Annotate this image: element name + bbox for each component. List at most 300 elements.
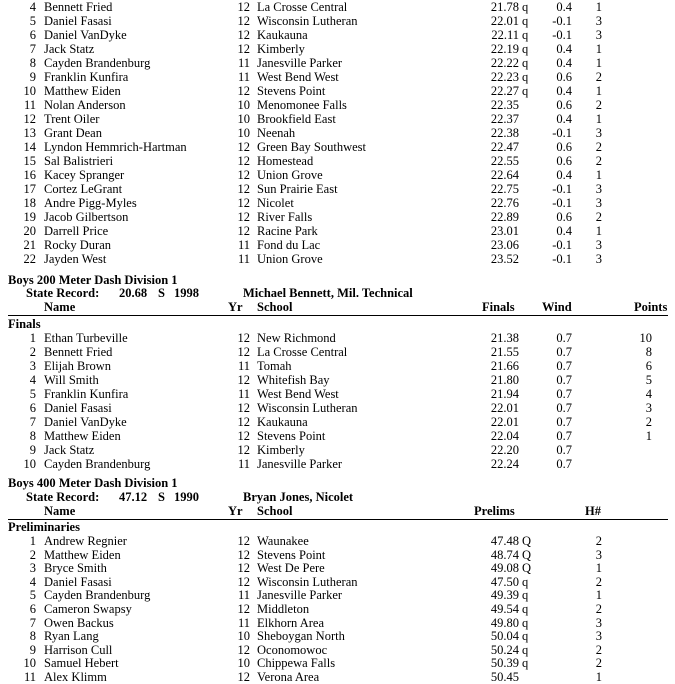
event-title: Boys 200 Meter Dash Division 1 [8, 273, 178, 287]
heat-cell: 2 [595, 642, 602, 657]
wind-cell: 0.4 [556, 168, 572, 182]
wind-cell: 0.7 [556, 443, 572, 457]
athlete-name: Kacey Spranger [44, 168, 125, 182]
athlete-name: Lyndon Hemmrich-Hartman [44, 140, 187, 154]
athlete-name: Elijah Brown [44, 359, 112, 373]
school-name: Waunakee [257, 534, 309, 548]
school-name: River Falls [257, 210, 313, 224]
heat-cell: 2 [595, 140, 602, 154]
mark-cell: 22.89 [490, 210, 519, 224]
record-label: State Record: [26, 490, 100, 504]
round-label-400 [0, 520, 675, 534]
athlete-name: Cayden Brandenburg [44, 588, 151, 603]
mark-cell: 22.64 [490, 168, 519, 182]
table-row [0, 534, 675, 548]
year-cell: 12 [237, 210, 250, 224]
athlete-name: Harrison Cull [44, 642, 113, 657]
year-cell: 12 [237, 168, 250, 182]
school-name: Homestead [257, 154, 314, 168]
mark-cell: 50.04 [490, 629, 519, 644]
heat-cell: 2 [595, 210, 602, 224]
school-name: Stevens Point [257, 84, 326, 98]
heat-cell: 3 [595, 196, 602, 210]
year-cell: 12 [237, 345, 250, 359]
place-cell: 6 [29, 401, 36, 415]
wind-cell: 0.7 [556, 429, 572, 443]
header-prelims: Prelims [474, 504, 515, 518]
mark-cell: 49.54 [490, 602, 519, 616]
heat-cell: 2 [595, 70, 602, 84]
qualifier-flag: q [522, 574, 529, 589]
place-cell: 9 [29, 70, 36, 84]
school-name: Middleton [257, 602, 310, 616]
school-name: Union Grove [257, 252, 323, 266]
heat-cell: 3 [595, 252, 602, 266]
place-cell: 7 [29, 415, 36, 429]
place-cell: 6 [29, 602, 36, 616]
year-cell: 12 [237, 373, 250, 387]
year-cell: 12 [237, 642, 250, 657]
mark-cell: 22.75 [490, 182, 519, 196]
year-cell: 12 [237, 154, 250, 168]
mark-cell: 49.08 [490, 561, 519, 576]
table-row [0, 196, 675, 210]
athlete-name: Daniel VanDyke [44, 28, 127, 42]
points-cell: 3 [645, 401, 652, 415]
record-year: 1998 [174, 286, 199, 300]
table-row [0, 252, 675, 266]
wind-cell: 0.4 [556, 224, 572, 238]
place-cell: 11 [23, 98, 36, 112]
athlete-name: Franklin Kunfira [44, 70, 129, 84]
school-name: Janesville Parker [257, 588, 343, 603]
mark-cell: 22.23 [490, 70, 519, 84]
school-name: Sun Prairie East [257, 182, 338, 196]
year-cell: 12 [237, 547, 250, 562]
school-name: Union Grove [257, 168, 323, 182]
athlete-name: Samuel Hebert [44, 656, 119, 671]
school-name: Verona Area [257, 670, 320, 684]
wind-cell: 0.6 [556, 98, 572, 112]
wind-cell: 0.7 [556, 359, 572, 373]
record-mark: 20.68 [119, 286, 148, 300]
place-cell: 4 [29, 574, 36, 589]
qualifier-flag: Q [522, 534, 532, 548]
athlete-name: Cameron Swapsy [44, 602, 132, 616]
year-cell: 12 [237, 602, 250, 616]
athlete-name: Matthew Eiden [44, 84, 121, 98]
year-cell: 12 [237, 401, 250, 415]
table-row [0, 126, 675, 140]
year-cell: 12 [237, 28, 250, 42]
place-cell: 22 [23, 252, 36, 266]
qualifier-flag: q [522, 0, 529, 14]
table-row [0, 42, 675, 56]
year-cell: 11 [237, 387, 250, 401]
athlete-name: Andre Pigg-Myles [44, 196, 137, 210]
school-name: Brookfield East [257, 112, 336, 126]
wind-cell: 0.7 [556, 457, 572, 471]
athlete-name: Alex Klimm [44, 670, 107, 684]
year-cell: 12 [237, 574, 250, 589]
state-record-400 [0, 490, 675, 504]
school-name: Wisconsin Lutheran [257, 14, 358, 28]
record-holder: Michael Bennett, Mil. Technical [243, 286, 413, 300]
table-row [0, 28, 675, 42]
mark-cell: 22.22 [490, 56, 519, 70]
wind-cell: -0.1 [552, 14, 572, 28]
school-name: Green Bay Southwest [257, 140, 367, 154]
wind-cell: 0.7 [556, 345, 572, 359]
qualifier-flag: q [522, 602, 529, 616]
year-cell: 10 [237, 629, 250, 644]
table-row [0, 210, 675, 224]
school-name: Oconomowoc [257, 642, 328, 657]
mark-cell: 50.45 [490, 670, 519, 684]
place-cell: 1 [29, 331, 36, 345]
place-cell: 17 [23, 182, 36, 196]
year-cell: 11 [237, 588, 250, 603]
year-cell: 11 [237, 457, 250, 471]
place-cell: 13 [23, 126, 36, 140]
school-name: Tomah [257, 359, 292, 373]
place-cell: 12 [23, 112, 36, 126]
table-row [0, 602, 675, 616]
column-headers-200 [0, 300, 675, 314]
year-cell: 11 [237, 252, 250, 266]
athlete-name: Jayden West [44, 252, 107, 266]
qualifier-flag: q [522, 42, 529, 56]
place-cell: 10 [23, 457, 36, 471]
mark-cell: 21.66 [490, 359, 519, 373]
place-cell: 8 [29, 56, 36, 70]
place-cell: 7 [29, 42, 36, 56]
mark-cell: 22.76 [490, 196, 519, 210]
qualifier-flag: q [522, 84, 529, 98]
school-name: Elkhorn Area [257, 615, 324, 630]
year-cell: 11 [237, 238, 250, 252]
athlete-name: Ethan Turbeville [44, 331, 128, 345]
year-cell: 12 [237, 0, 250, 14]
mark-cell: 22.04 [490, 429, 519, 443]
wind-cell: 0.7 [556, 331, 572, 345]
table-row [0, 98, 675, 112]
wind-cell: 0.4 [556, 42, 572, 56]
place-cell: 7 [29, 615, 36, 630]
mark-cell: 23.52 [490, 252, 519, 266]
mark-cell: 21.55 [490, 345, 519, 359]
table-row [0, 112, 675, 126]
table-row [0, 345, 675, 359]
place-cell: 9 [29, 642, 36, 657]
school-name: Neenah [257, 126, 296, 140]
points-cell: 4 [645, 387, 652, 401]
table-row [0, 588, 675, 602]
year-cell: 12 [237, 415, 250, 429]
heat-cell: 2 [595, 154, 602, 168]
mark-cell: 22.37 [490, 112, 519, 126]
mark-cell: 21.78 [490, 0, 519, 14]
state-record-200 [0, 286, 675, 300]
header-yr: Yr [228, 504, 243, 518]
heat-cell: 3 [595, 182, 602, 196]
place-cell: 5 [29, 387, 36, 401]
table-row [0, 84, 675, 98]
athlete-name: Cayden Brandenburg [44, 457, 151, 471]
wind-cell: 0.4 [556, 112, 572, 126]
year-cell: 11 [237, 615, 250, 630]
heat-cell: 3 [595, 126, 602, 140]
athlete-name: Grant Dean [44, 126, 102, 140]
school-name: Sheboygan North [257, 629, 345, 644]
place-cell: 16 [23, 168, 36, 182]
school-name: Fond du Lac [257, 238, 321, 252]
year-cell: 12 [237, 140, 250, 154]
heat-cell: 1 [595, 56, 602, 70]
table-row [0, 14, 675, 28]
place-cell: 3 [29, 359, 36, 373]
year-cell: 12 [237, 14, 250, 28]
year-cell: 12 [237, 670, 250, 684]
event-title-400 [0, 476, 675, 490]
record-code: S [158, 490, 165, 504]
place-cell: 5 [29, 14, 36, 28]
place-cell: 4 [29, 0, 36, 14]
table-row [0, 331, 675, 345]
mark-cell: 22.20 [490, 443, 519, 457]
round-label-200 [0, 317, 675, 331]
school-name: Wisconsin Lutheran [257, 574, 358, 589]
column-headers-400 [0, 504, 675, 518]
place-cell: 5 [29, 588, 36, 603]
qualifier-flag: q [522, 588, 529, 603]
qualifier-flag: q [522, 14, 529, 28]
mark-cell: 22.01 [490, 415, 519, 429]
table-row [0, 154, 675, 168]
table-row [0, 359, 675, 373]
year-cell: 11 [237, 70, 250, 84]
place-cell: 21 [23, 238, 36, 252]
place-cell: 1 [29, 534, 36, 548]
wind-cell: 0.7 [556, 401, 572, 415]
qualifier-flag: Q [522, 561, 532, 576]
record-code: S [158, 286, 165, 300]
mark-cell: 22.01 [490, 401, 519, 415]
record-year: 1990 [174, 490, 199, 504]
table-row [0, 457, 675, 471]
table-row [0, 643, 675, 657]
heat-cell: 2 [595, 602, 602, 616]
event-title-200 [0, 273, 675, 287]
school-name: West De Pere [257, 561, 325, 576]
points-cell: 10 [639, 331, 652, 345]
place-cell: 14 [23, 140, 36, 154]
year-cell: 12 [237, 224, 250, 238]
mark-cell: 50.39 [490, 656, 519, 671]
round-label: Preliminaries [8, 520, 80, 534]
wind-cell: -0.1 [552, 252, 572, 266]
school-name: Racine Park [257, 224, 318, 238]
record-label: State Record: [26, 286, 100, 300]
heat-cell: 1 [595, 0, 602, 14]
mark-cell: 47.48 [490, 534, 519, 548]
mark-cell: 22.35 [490, 98, 519, 112]
header-yr: Yr [228, 300, 243, 314]
school-name: Kimberly [257, 42, 305, 56]
place-cell: 4 [29, 373, 36, 387]
table-row [0, 656, 675, 670]
header-school: School [257, 300, 293, 314]
place-cell: 20 [23, 224, 36, 238]
heat-cell: 3 [595, 629, 602, 644]
table-row [0, 0, 675, 14]
athlete-name: Jack Statz [44, 443, 95, 457]
table-row [0, 443, 675, 457]
heat-cell: 3 [595, 547, 602, 562]
mark-cell: 21.94 [490, 387, 519, 401]
table-row [0, 415, 675, 429]
table-row [0, 140, 675, 154]
heat-cell: 1 [595, 84, 602, 98]
year-cell: 12 [237, 443, 250, 457]
year-cell: 12 [237, 84, 250, 98]
school-name: New Richmond [257, 331, 336, 345]
athlete-name: Cortez LeGrant [44, 182, 123, 196]
heat-cell: 2 [595, 534, 602, 548]
athlete-name: Daniel Fasasi [44, 14, 112, 28]
athlete-name: Daniel Fasasi [44, 401, 112, 415]
place-cell: 15 [23, 154, 36, 168]
header-heat: H# [585, 504, 601, 518]
table-row [0, 616, 675, 630]
record-holder: Bryan Jones, Nicolet [243, 490, 354, 504]
round-label: Finals [8, 317, 41, 331]
athlete-name: Trent Oiler [44, 112, 100, 126]
wind-cell: -0.1 [552, 238, 572, 252]
heat-cell: 2 [595, 656, 602, 671]
place-cell: 6 [29, 28, 36, 42]
wind-cell: 0.7 [556, 373, 572, 387]
qualifier-flag: q [522, 28, 529, 42]
school-name: La Crosse Central [257, 345, 348, 359]
wind-cell: 0.7 [556, 387, 572, 401]
school-name: Stevens Point [257, 429, 326, 443]
heat-cell: 2 [595, 574, 602, 589]
table-row [0, 401, 675, 415]
athlete-name: Cayden Brandenburg [44, 56, 151, 70]
header-school: School [257, 504, 293, 518]
place-cell: 11 [23, 670, 36, 684]
mark-cell: 22.27 [490, 84, 519, 98]
mark-cell: 49.80 [490, 615, 519, 630]
year-cell: 12 [237, 331, 250, 345]
place-cell: 19 [23, 210, 36, 224]
place-cell: 18 [23, 196, 36, 210]
athlete-name: Ryan Lang [44, 629, 99, 644]
heat-cell: 3 [595, 14, 602, 28]
points-cell: 5 [645, 373, 652, 387]
event-title: Boys 400 Meter Dash Division 1 [8, 476, 178, 490]
school-name: Menomonee Falls [257, 98, 347, 112]
heat-cell: 1 [595, 670, 602, 684]
school-name: Janesville Parker [257, 56, 343, 70]
mark-cell: 21.38 [490, 331, 519, 345]
athlete-name: Sal Balistrieri [44, 154, 114, 168]
place-cell: 2 [29, 345, 36, 359]
table-row [0, 548, 675, 562]
mark-cell: 23.06 [490, 238, 519, 252]
heat-cell: 3 [595, 28, 602, 42]
table-row [0, 373, 675, 387]
school-name: West Bend West [257, 387, 339, 401]
heat-cell: 1 [595, 168, 602, 182]
athlete-name: Rocky Duran [44, 238, 111, 252]
athlete-name: Nolan Anderson [44, 98, 126, 112]
table-row [0, 670, 675, 684]
athlete-name: Franklin Kunfira [44, 387, 129, 401]
table-row [0, 561, 675, 575]
school-name: Kaukauna [257, 415, 308, 429]
athlete-name: Jacob Gilbertson [44, 210, 129, 224]
heat-cell: 3 [595, 238, 602, 252]
heat-cell: 2 [595, 98, 602, 112]
mark-cell: 50.24 [490, 642, 519, 657]
wind-cell: 0.7 [556, 415, 572, 429]
mark-cell: 22.01 [490, 14, 519, 28]
table-row [0, 70, 675, 84]
year-cell: 10 [237, 126, 250, 140]
athlete-name: Bennett Fried [44, 0, 113, 14]
athlete-name: Jack Statz [44, 42, 95, 56]
school-name: West Bend West [257, 70, 339, 84]
points-cell: 8 [645, 345, 652, 359]
mark-cell: 48.74 [490, 547, 519, 562]
year-cell: 12 [237, 561, 250, 576]
year-cell: 12 [237, 196, 250, 210]
place-cell: 8 [29, 429, 36, 443]
school-name: Janesville Parker [257, 457, 343, 471]
table-row [0, 387, 675, 401]
school-name: Wisconsin Lutheran [257, 401, 358, 415]
mark-cell: 22.38 [490, 126, 519, 140]
athlete-name: Darrell Price [44, 224, 109, 238]
heat-cell: 1 [595, 588, 602, 603]
table-row [0, 238, 675, 252]
place-cell: 10 [23, 656, 36, 671]
wind-cell: 0.6 [556, 210, 572, 224]
place-cell: 10 [23, 84, 36, 98]
school-name: Kimberly [257, 443, 305, 457]
heat-cell: 3 [595, 615, 602, 630]
header-rule [8, 315, 668, 316]
table-row [0, 575, 675, 589]
school-name: Kaukauna [257, 28, 308, 42]
year-cell: 12 [237, 429, 250, 443]
mark-cell: 22.24 [490, 457, 519, 471]
points-cell: 2 [645, 415, 652, 429]
qualifier-flag: q [522, 642, 529, 657]
table-row [0, 182, 675, 196]
year-cell: 11 [237, 56, 250, 70]
mark-cell: 22.47 [490, 140, 519, 154]
place-cell: 2 [29, 547, 36, 562]
athlete-name: Matthew Eiden [44, 429, 121, 443]
school-name: Stevens Point [257, 547, 326, 562]
athlete-name: Andrew Regnier [44, 534, 127, 548]
school-name: La Crosse Central [257, 0, 348, 14]
header-points: Points [634, 300, 668, 314]
year-cell: 10 [237, 98, 250, 112]
